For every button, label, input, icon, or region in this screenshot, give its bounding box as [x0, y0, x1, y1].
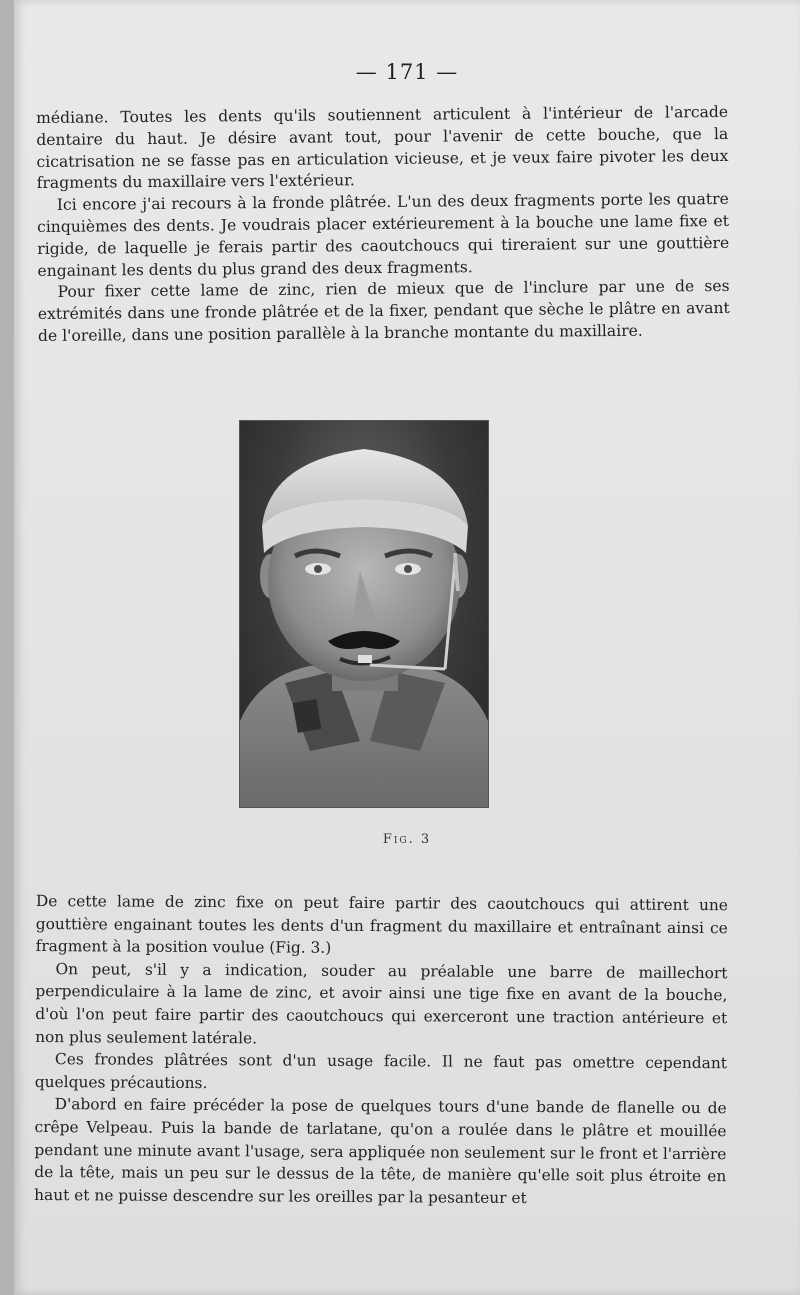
bottom-text-block	[34, 890, 728, 1211]
soldier-portrait-illustration	[240, 421, 488, 807]
page-number: — 171 —	[355, 60, 459, 84]
paragraph: médiane. Toutes les dents qu'ils soutiennent articulent à l'intérieur de l'arcade dentaire du haut. Je désire avant tout, pour l'avenir de cette bouche, que la cicatrisation ne se fasse pas en articulation vicieuse, et je veux faire pivoter les deux fragments du maxillaire vers l'extérieur.	[36, 102, 729, 193]
top-text-block	[36, 102, 730, 348]
paragraph: Ici encore j'ai recours à la fronde plâtrée. L'un des deux fragments porte les quatre cinquièmes des dents. Je voudrais placer extérieurement à la bouche une lame fixe et rigide, de laquelle je ferais partir des caoutchoucs qui tireraient sur une gouttière engainant les dents du plus grand des deux fragments.	[36, 190, 730, 280]
paragraph: On peut, s'il y a indication, souder au préalable une barre de maillechort perpendiculaire à la lame de zinc, et avoir ainsi une tige fixe en avant de la bouche, d'où l'on peut faire partir des caoutchoucs qui exerceront une traction antérieure et non plus seulement latérale.	[35, 959, 728, 1047]
paragraph: De cette lame de zinc fixe on peut faire partir des caoutchoucs qui attirent une gouttière engainant toutes les dents d'un fragment du maxillaire et entraînant ainsi ce fragment à la position voulue (Fig. 3.)	[35, 891, 728, 957]
book-page	[14, 0, 800, 1295]
paragraph: D'abord en faire précéder la pose de quelques tours d'une bande de flanelle ou de crêpe Velpeau. Puis la bande de tarlatane, qu'on a roulée dans le plâtre et mouillée pendant une minute avant l'usage, sera appliquée non seulement sur le front et l'arrière de la tête, mais un peu sur le dessus de la tête, de manière qu'elle soit plus étroite en haut et ne puisse descendre sur les oreilles par la pesanteur et	[34, 1095, 727, 1207]
paragraph: Ces frondes plâtrées sont d'un usage facile. Il ne faut pas omettre cependant quelques précautions.	[34, 1050, 728, 1092]
figure-photograph	[239, 420, 489, 808]
paragraph: Pour fixer cette lame de zinc, rien de mieux que de l'inclure par une de ses extrémités dans une fronde plâtrée et de la fixer, pendant que sèche le plâtre en avant de l'oreille, dans une position parallèle à la branche montante du maxillaire.	[37, 277, 730, 345]
figure-caption: Fig. 3	[382, 832, 432, 847]
